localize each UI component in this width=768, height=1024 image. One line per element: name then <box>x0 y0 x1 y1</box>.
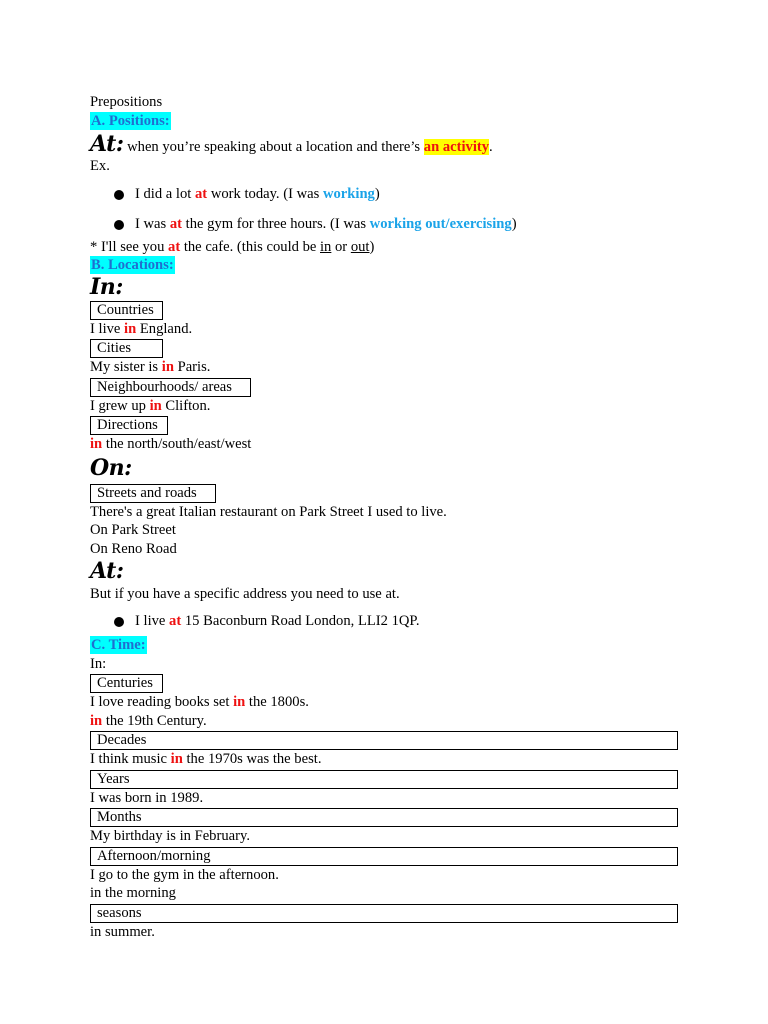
in-time-label: In: <box>90 655 107 672</box>
example-line: There's a great Italian restaurant on Park Street I used to live. <box>90 503 447 520</box>
example-line: I love reading books set in the 1800s. <box>90 694 309 710</box>
bullet-icon <box>114 190 124 200</box>
directions-box: Directions <box>90 416 168 435</box>
decades-box: Decades <box>90 731 678 750</box>
example-line: in the north/south/east/west <box>90 436 252 452</box>
at-definition: At: when you’re speaking about a location and there’s an activity. <box>90 131 493 157</box>
centuries-box: Centuries <box>90 674 163 693</box>
section-a-heading: A. Positions: <box>91 112 170 129</box>
seasons-box: seasons <box>90 904 678 923</box>
in-label: In: <box>90 273 123 300</box>
streets-box: Streets and roads <box>90 484 216 503</box>
example-line: On Reno Road <box>90 540 177 557</box>
example-line: I grew up in Clifton. <box>90 397 211 414</box>
page-title: Prepositions <box>90 94 163 110</box>
list-item: I was at the gym for three hours. (I was working out/exercising) <box>90 215 680 234</box>
list-item: I did a lot at work today. (I was working) <box>90 185 680 204</box>
ex-label: Ex. <box>90 158 110 174</box>
countries-box: Countries <box>90 301 163 320</box>
section-b-heading: B. Locations: <box>91 257 174 273</box>
example-line: in the morning <box>90 885 176 901</box>
list-item: I live at 15 Baconburn Road London, LLI2 1QP. <box>90 612 680 631</box>
months-box: Months <box>90 808 678 827</box>
at-label: At: <box>90 131 124 157</box>
document-page <box>90 93 680 941</box>
example-line: I live in England. <box>90 320 193 337</box>
example-line: My sister is in Paris. <box>90 359 211 375</box>
on-label: On: <box>90 454 132 481</box>
example-line: On Park Street <box>90 522 176 538</box>
address-rule: But if you have a specific address you need to use at. <box>90 586 400 602</box>
example-line: in summer. <box>90 923 155 940</box>
example-line: I go to the gym in the afternoon. <box>90 866 279 883</box>
example-line: My birthday is in February. <box>90 828 250 844</box>
neighbourhoods-box: Neighbourhoods/ areas <box>90 378 251 397</box>
cities-box: Cities <box>90 339 163 358</box>
years-box: Years <box>90 770 678 789</box>
bullet-icon <box>114 220 124 230</box>
section-c-heading: C. Time: <box>91 637 146 653</box>
example-line: I think music in the 1970s was the best. <box>90 751 322 767</box>
an-activity-highlight: an activity <box>423 139 490 155</box>
at-label-b: At: <box>90 558 124 584</box>
cafe-note: * I'll see you at the cafe. (this could be in or out) <box>90 238 375 255</box>
example-line: I was born in 1989. <box>90 789 204 806</box>
afternoon-morning-box: Afternoon/morning <box>90 847 678 866</box>
example-line: in the 19th Century. <box>90 712 207 729</box>
bullet-icon <box>114 617 124 627</box>
